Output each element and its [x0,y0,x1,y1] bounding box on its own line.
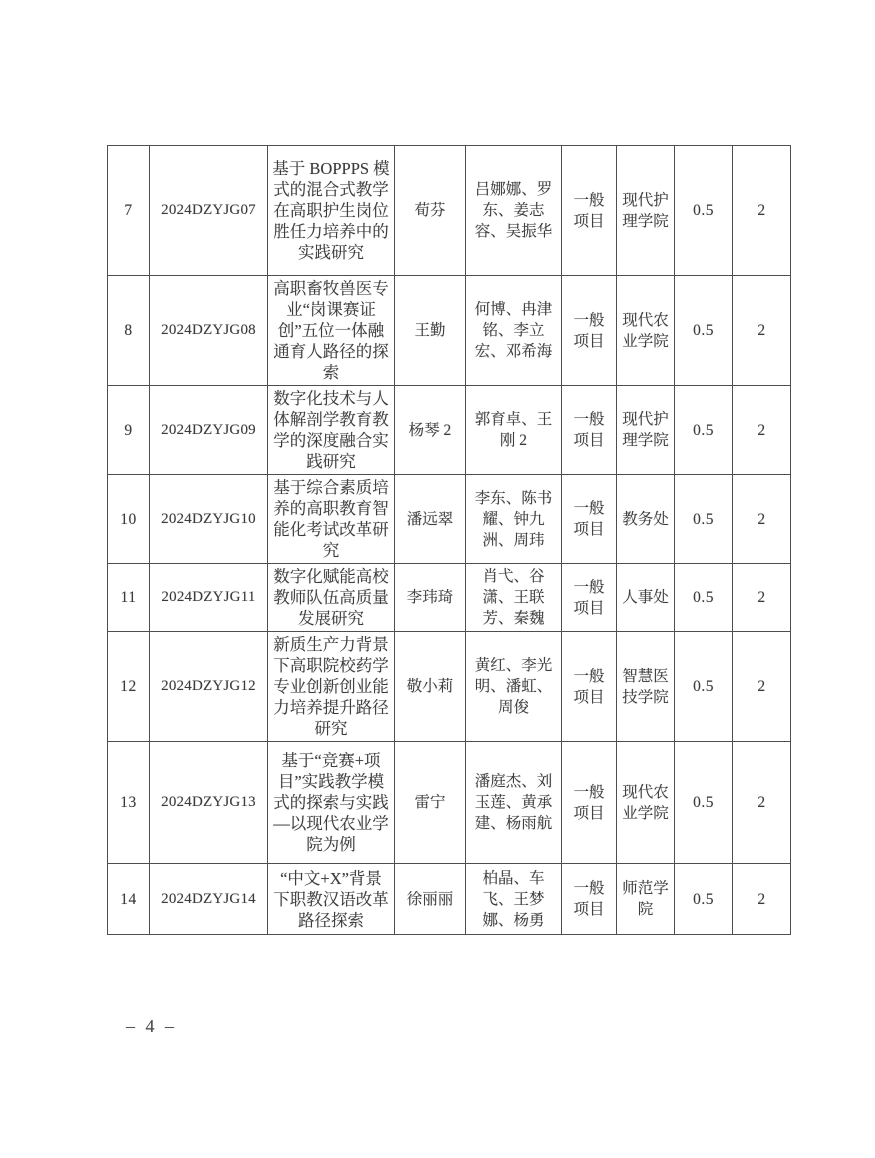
project-leader-cell: 李玮琦 [395,564,466,632]
department-cell: 智慧医技学院 [617,632,675,742]
table-row [108,742,791,864]
table-row [108,632,791,742]
score-cell: 2 [733,632,791,742]
project-code-cell: 2024DZYJG08 [150,276,268,386]
table-row [108,864,791,935]
project-code-cell: 2024DZYJG07 [150,146,268,276]
team-members-cell: 肖弋、谷潇、王联芳、秦魏 [466,564,562,632]
project-code-cell: 2024DZYJG12 [150,632,268,742]
project-title-cell: 基于综合素质培养的高职教育智能化考试改革研究 [268,475,395,564]
score-cell: 2 [733,742,791,864]
project-title-cell: 高职畜牧兽医专业“岗课赛证创”五位一体融通育人路径的探索 [268,276,395,386]
credit-cell: 0.5 [675,864,733,935]
project-code-cell: 2024DZYJG10 [150,475,268,564]
score-cell: 2 [733,564,791,632]
project-type-cell: 一般项目 [562,864,617,935]
project-code-cell: 2024DZYJG14 [150,864,268,935]
project-type-cell: 一般项目 [562,632,617,742]
department-cell: 现代护理学院 [617,386,675,475]
team-members-cell: 郭育卓、王刚 2 [466,386,562,475]
project-type-cell: 一般项目 [562,475,617,564]
department-cell: 现代护理学院 [617,146,675,276]
table-row [108,386,791,475]
project-leader-cell: 潘远翠 [395,475,466,564]
credit-cell: 0.5 [675,632,733,742]
project-leader-cell: 荀芬 [395,146,466,276]
table-row [108,475,791,564]
credit-cell: 0.5 [675,386,733,475]
table-row [108,146,791,276]
project-title-cell: 基于 BOPPPS 模式的混合式教学在高职护生岗位胜任力培养中的实践研究 [268,146,395,276]
department-cell: 师范学院 [617,864,675,935]
table-row [108,564,791,632]
credit-cell: 0.5 [675,276,733,386]
project-type-cell: 一般项目 [562,146,617,276]
score-cell: 2 [733,864,791,935]
row-number-cell: 10 [108,475,150,564]
project-code-cell: 2024DZYJG11 [150,564,268,632]
page-number: – 4 – [126,1016,177,1036]
row-number-cell: 7 [108,146,150,276]
team-members-cell: 李东、陈书耀、钟九洲、周玮 [466,475,562,564]
project-leader-cell: 王勤 [395,276,466,386]
team-members-cell: 潘庭杰、刘玉莲、黄承建、杨雨航 [466,742,562,864]
department-cell: 现代农业学院 [617,276,675,386]
project-title-cell: 数字化技术与人体解剖学教育教学的深度融合实践研究 [268,386,395,475]
project-code-cell: 2024DZYJG09 [150,386,268,475]
project-type-cell: 一般项目 [562,564,617,632]
project-code-cell: 2024DZYJG13 [150,742,268,864]
project-type-cell: 一般项目 [562,386,617,475]
credit-cell: 0.5 [675,146,733,276]
department-cell: 现代农业学院 [617,742,675,864]
project-title-cell: “中文+X”背景下职教汉语改革路径探索 [268,864,395,935]
project-title-cell: 数字化赋能高校教师队伍高质量发展研究 [268,564,395,632]
score-cell: 2 [733,276,791,386]
projects-table [107,145,791,935]
row-number-cell: 13 [108,742,150,864]
credit-cell: 0.5 [675,475,733,564]
team-members-cell: 吕娜娜、罗东、姜志容、吴振华 [466,146,562,276]
team-members-cell: 柏晶、车飞、王梦娜、杨勇 [466,864,562,935]
project-title-cell: 基于“竞赛+项目”实践教学模式的探索与实践—以现代农业学院为例 [268,742,395,864]
team-members-cell: 何博、冉津铭、李立宏、邓希海 [466,276,562,386]
projects-table-body [108,146,791,935]
department-cell: 教务处 [617,475,675,564]
row-number-cell: 11 [108,564,150,632]
score-cell: 2 [733,146,791,276]
project-leader-cell: 徐丽丽 [395,864,466,935]
row-number-cell: 14 [108,864,150,935]
credit-cell: 0.5 [675,564,733,632]
score-cell: 2 [733,386,791,475]
project-leader-cell: 雷宁 [395,742,466,864]
project-type-cell: 一般项目 [562,742,617,864]
team-members-cell: 黄红、李光明、潘虹、周俊 [466,632,562,742]
project-title-cell: 新质生产力背景下高职院校药学专业创新创业能力培养提升路径研究 [268,632,395,742]
row-number-cell: 12 [108,632,150,742]
row-number-cell: 8 [108,276,150,386]
credit-cell: 0.5 [675,742,733,864]
project-leader-cell: 敬小莉 [395,632,466,742]
table-row [108,276,791,386]
row-number-cell: 9 [108,386,150,475]
department-cell: 人事处 [617,564,675,632]
score-cell: 2 [733,475,791,564]
project-type-cell: 一般项目 [562,276,617,386]
project-leader-cell: 杨琴 2 [395,386,466,475]
